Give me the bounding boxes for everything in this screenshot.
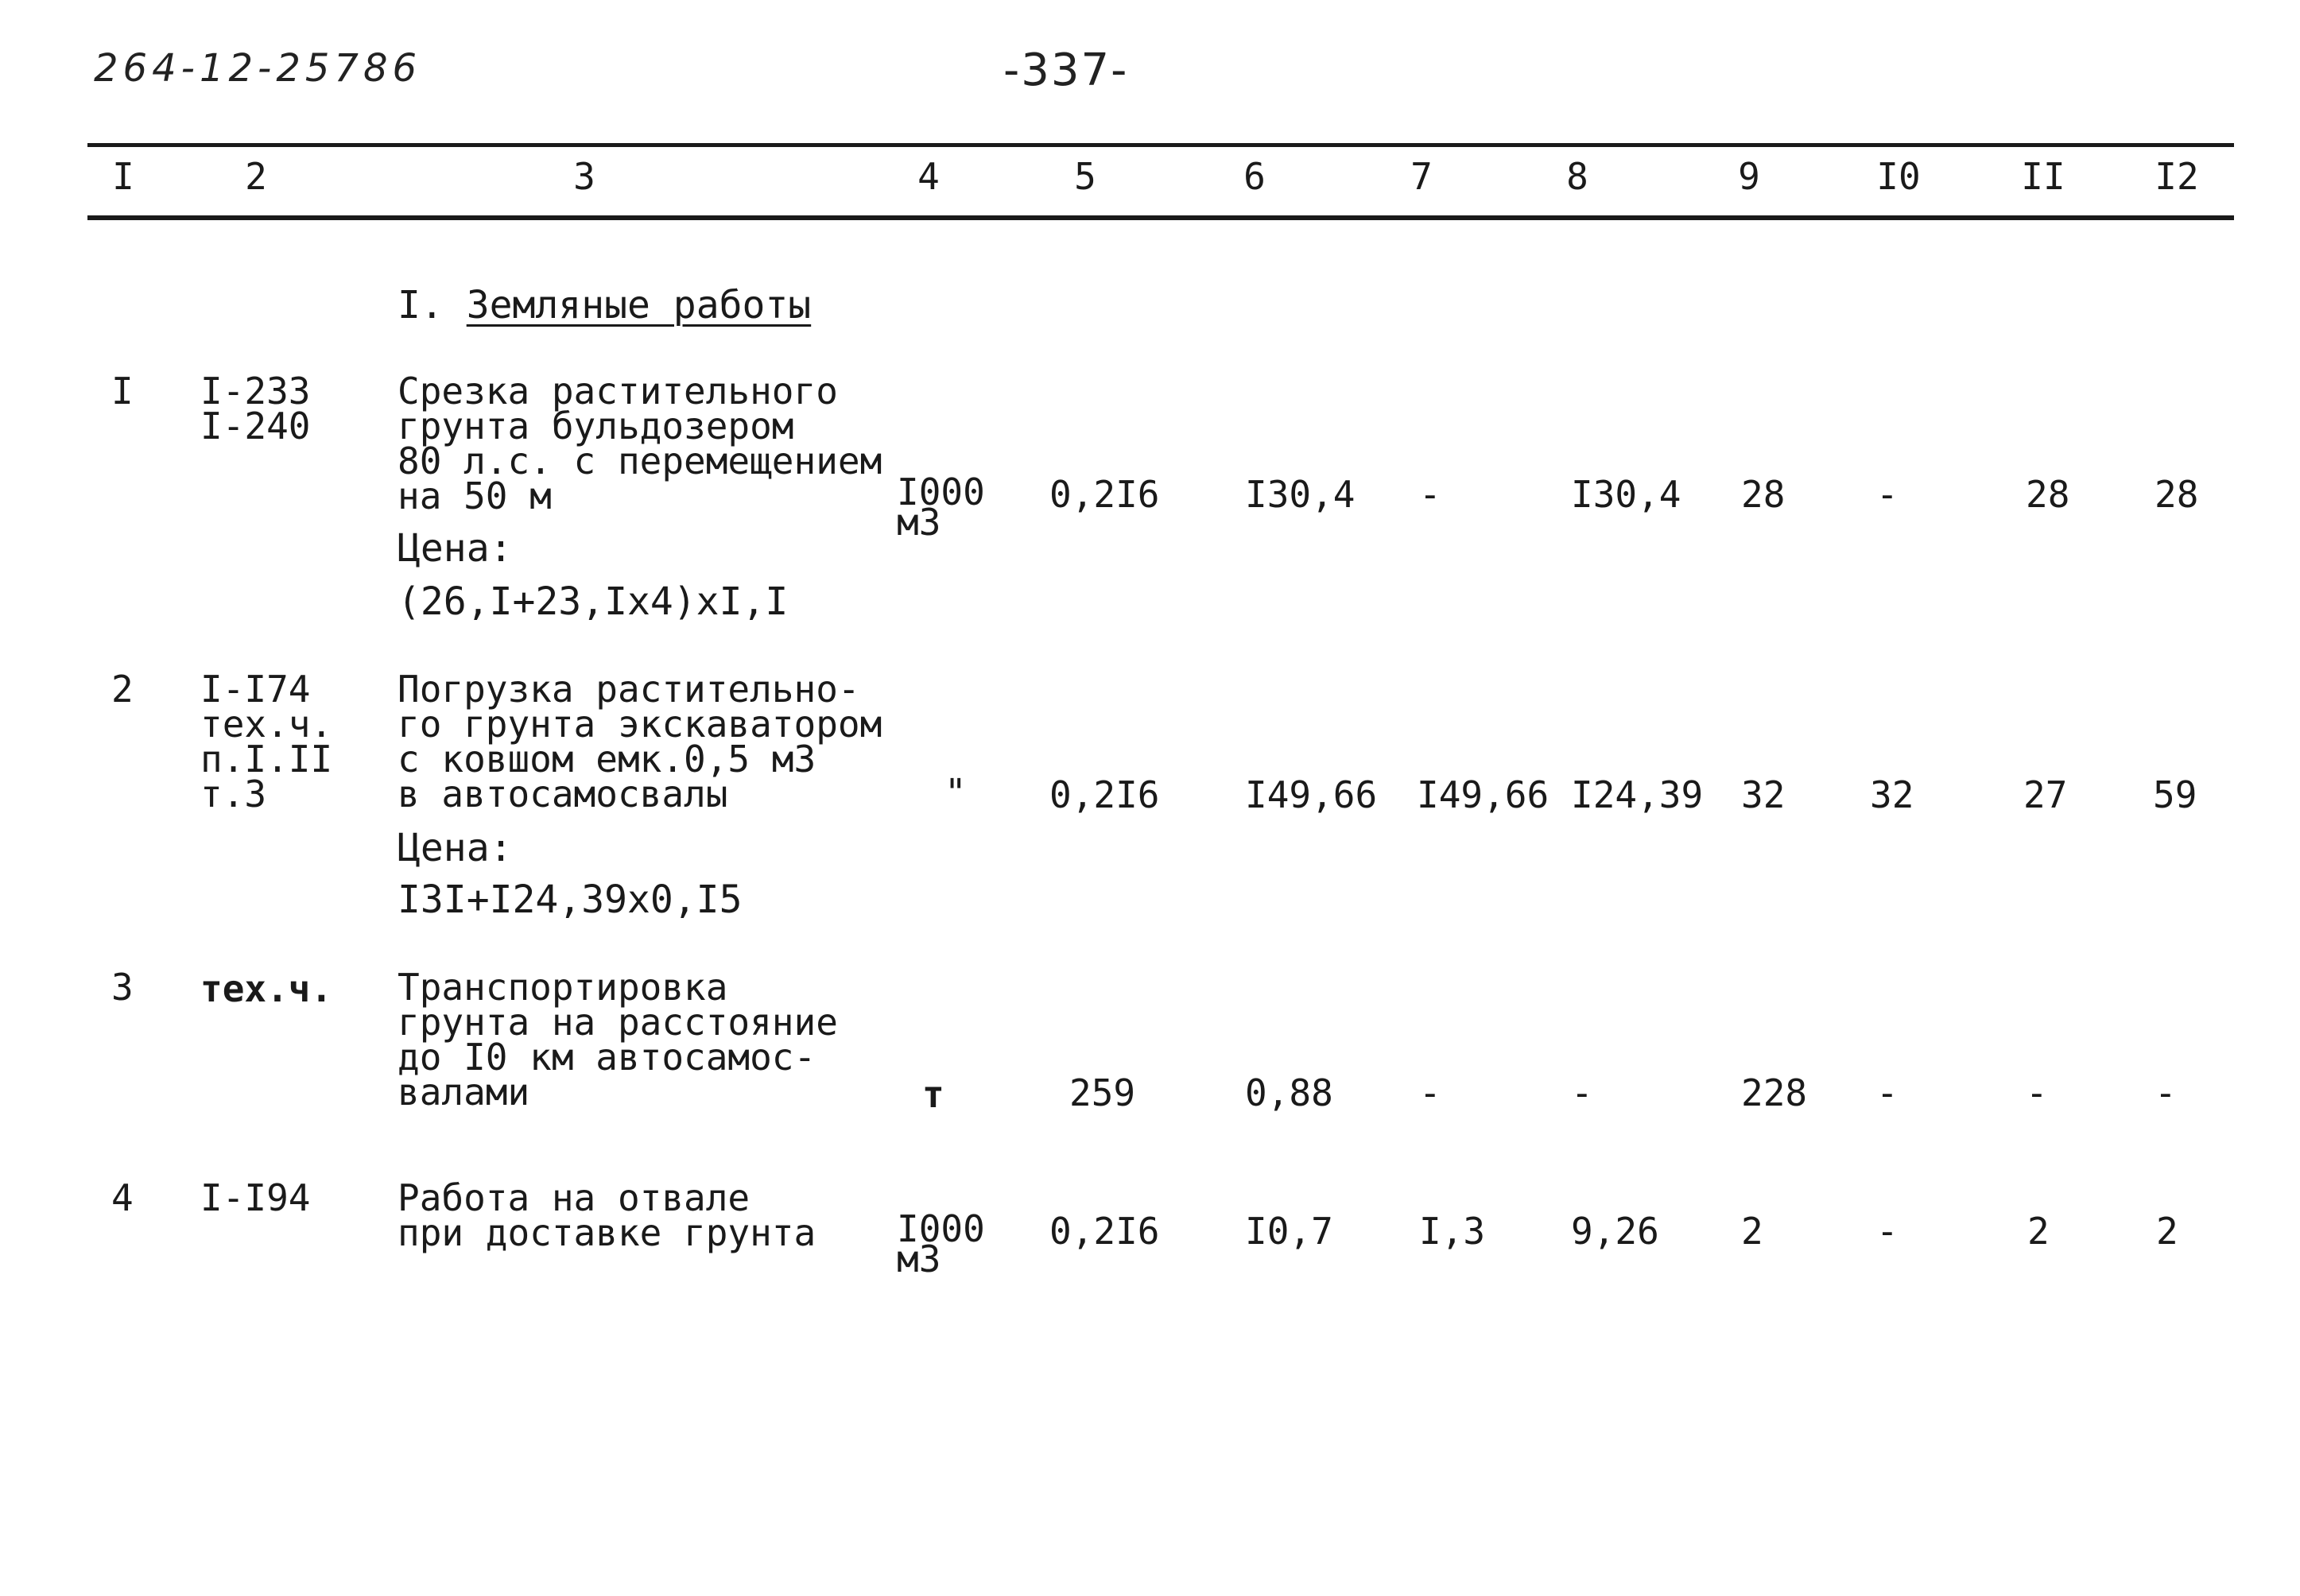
row-4-col9: 2 <box>1741 1210 1763 1253</box>
row-3-col9: 228 <box>1741 1071 1808 1114</box>
column-header-8: 8 <box>1566 155 1588 198</box>
row-1-price-formula: (26,I+23,Ix4)xI,I <box>398 579 789 624</box>
column-header-2: 2 <box>245 155 267 198</box>
row-2-col12: 59 <box>2153 773 2197 816</box>
row-2-unit: " <box>944 771 967 814</box>
row-1-num: I <box>111 370 134 413</box>
row-3-col12: - <box>2155 1071 2177 1114</box>
row-2-col10: 32 <box>1870 773 1914 816</box>
row-1-price-label: Цена: <box>398 526 513 571</box>
column-header-1: I <box>112 155 134 198</box>
row-3-description: Транспортировка грунта на расстояние до I0 км автосамос- валами <box>398 966 838 1114</box>
row-3-col8: - <box>1571 1071 1593 1114</box>
row-3-col6: 0,88 <box>1245 1071 1333 1114</box>
row-2-code: I-I74 тех.ч. п.I.II т.3 <box>200 668 333 815</box>
column-header-10: I0 <box>1876 155 1921 198</box>
row-4-col10: - <box>1876 1210 1899 1253</box>
row-1-col8: I30,4 <box>1571 473 1681 516</box>
row-2-num: 2 <box>111 668 134 711</box>
row-4-col5: 0,2I6 <box>1049 1210 1160 1253</box>
row-4-unit: I000 м3 <box>897 1207 985 1280</box>
column-header-6: 6 <box>1243 155 1266 198</box>
row-1-col9: 28 <box>1741 473 1786 516</box>
column-header-11: II <box>2021 155 2065 198</box>
row-1-unit: I000 м3 <box>897 471 985 544</box>
table-header-bottom-rule <box>87 215 2234 220</box>
row-2-col7: I49,66 <box>1417 773 1549 816</box>
column-header-4: 4 <box>917 155 940 198</box>
row-4-col7: I,3 <box>1419 1210 1486 1253</box>
row-2-description: Погрузка растительно- го грунта экскаватором с ковшом емк.0,5 м3 в автосамосвалы <box>398 668 882 815</box>
row-1-col6: I30,4 <box>1245 473 1356 516</box>
row-1-col5: 0,2I6 <box>1049 473 1160 516</box>
row-2-col9: 32 <box>1741 773 1786 816</box>
row-4-col12: 2 <box>2156 1210 2178 1253</box>
row-4-col11: 2 <box>2027 1210 2050 1253</box>
column-header-9: 9 <box>1738 155 1760 198</box>
row-2-price-label: Цена: <box>398 826 513 870</box>
column-header-5: 5 <box>1074 155 1096 198</box>
row-2-col8: I24,39 <box>1571 773 1704 816</box>
row-2-price-formula: I3I+I24,39x0,I5 <box>398 877 743 922</box>
row-3-col11: - <box>2026 1071 2048 1114</box>
row-1-code: I-233 I-240 <box>200 370 311 447</box>
row-2-col6: I49,66 <box>1245 773 1378 816</box>
row-3-code: тех.ч. <box>200 967 333 1010</box>
document-code: 264-12-25786 <box>94 46 422 91</box>
row-2-col5: 0,2I6 <box>1049 773 1160 816</box>
row-4-code: I-I94 <box>200 1176 311 1219</box>
row-3-col10: - <box>1876 1071 1899 1114</box>
section-title <box>398 283 811 327</box>
section-name: Земляные работы <box>466 283 812 327</box>
row-3-unit: т <box>922 1073 944 1116</box>
row-1-description: Срезка растительного грунта бульдозером 80 л.с. с перемещением на 50 м <box>398 370 882 517</box>
page-number: -337- <box>1003 45 1129 96</box>
row-1-col7: - <box>1419 473 1441 516</box>
row-3-num: 3 <box>111 966 134 1009</box>
column-header-7: 7 <box>1410 155 1433 198</box>
section-number: I. <box>398 283 444 327</box>
column-header-12: I2 <box>2155 155 2199 198</box>
row-1-col10: - <box>1876 473 1899 516</box>
row-4-num: 4 <box>111 1176 134 1219</box>
row-4-description: Работа на отвале при доставке грунта <box>398 1176 816 1254</box>
row-2-col11: 27 <box>2023 773 2068 816</box>
row-4-col6: I0,7 <box>1245 1210 1333 1253</box>
row-1-col11: 28 <box>2026 473 2070 516</box>
table-top-rule <box>87 143 2234 147</box>
row-3-col5: 259 <box>1069 1071 1136 1114</box>
row-4-col8: 9,26 <box>1571 1210 1659 1253</box>
column-header-3: 3 <box>573 155 595 198</box>
row-3-col7: - <box>1419 1071 1441 1114</box>
row-1-col12: 28 <box>2155 473 2199 516</box>
